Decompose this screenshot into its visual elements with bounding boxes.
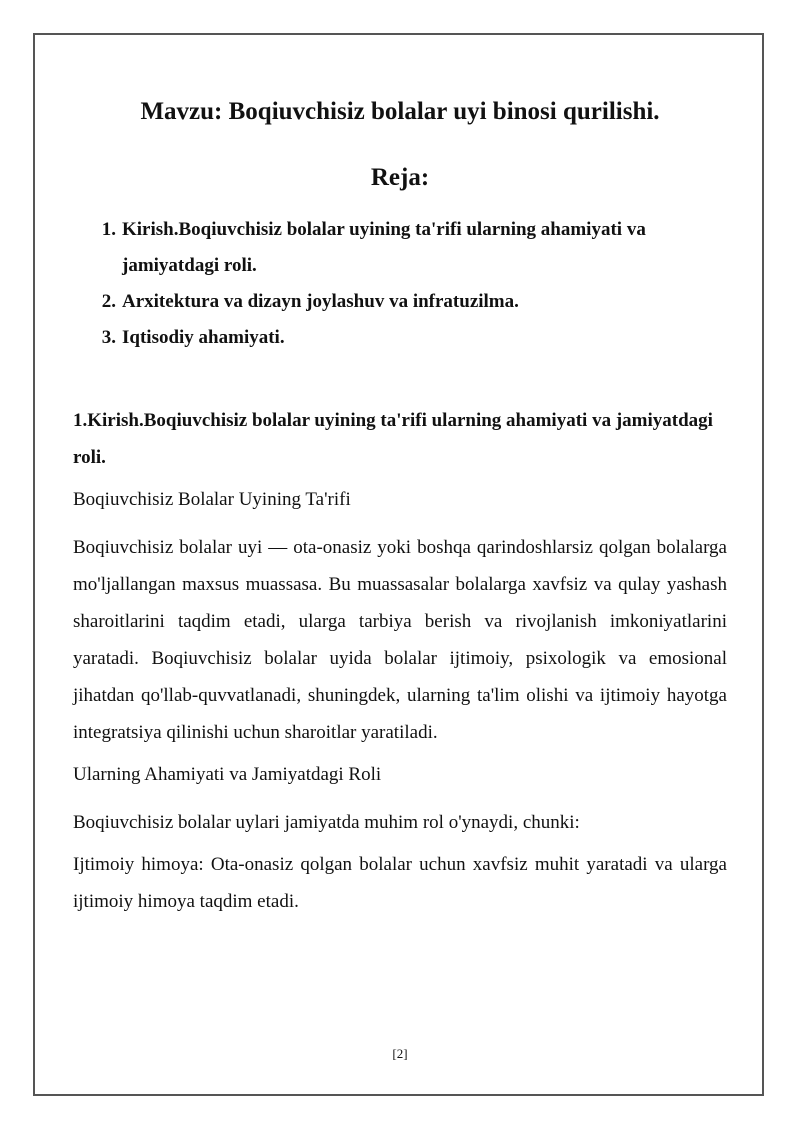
plan-list [73, 212, 727, 356]
plan-item-number: 2. [101, 291, 116, 312]
plan-item-text: Kirish.Boqiuvchisiz bolalar uyining ta'rifi ularning ahamiyati va jamiyatdagi roli. [122, 219, 646, 276]
plan-item [73, 284, 727, 320]
paragraph-definition: Boqiuvchisiz bolalar uyi — ota-onasiz yoki boshqa qarindoshlarsiz qolgan bolalarga mo'ljallangan maxsus muassasa. Bu muassasalar bolalarga xavfsiz va qulay yashash sharoitlarini taqdim etadi, ularga tarbiya berish va rivojlanish imkoniyatlarini yaratadi. Boqiuvchisiz bolalar uyida bolalar ijtimoiy, psixologik va emosional jihatdan qo'llab-quvvatlanadi, shuningdek, ularning ta'lim olishi va ijtimoiy hayotga integratsiya qilinishi uchun sharoitlar yaratiladi. [73, 537, 727, 743]
document-title: Mavzu: Boqiuvchisiz bolalar uyi binosi qurilishi. [140, 98, 660, 125]
plan-item-text: Iqtisodiy ahamiyati. [122, 327, 285, 348]
plan-heading: Reja: [370, 164, 430, 191]
plan-item-number: 3. [101, 327, 116, 348]
subheading-importance: Ularning Ahamiyati va Jamiyatdagi Roli [73, 764, 382, 785]
page-number: [2] [392, 1046, 408, 1061]
paragraph-importance-intro: Boqiuvchisiz bolalar uylari jamiyatda muhim rol o'ynaydi, chunki: [73, 812, 580, 833]
document-body [73, 92, 727, 920]
plan-item-text: Arxitektura va dizayn joylashuv va infratuzilma. [122, 291, 519, 312]
paragraph-social-protection: Ijtimoiy himoya: Ota-onasiz qolgan bolalar uchun xavfsiz muhit yaratadi va ularga ijtimoiy himoya taqdim etadi. [73, 854, 727, 912]
plan-item [73, 212, 727, 284]
subheading-definition: Boqiuvchisiz Bolalar Uyining Ta'rifi [73, 489, 351, 510]
plan-item [73, 320, 727, 356]
plan-item-number: 1. [101, 219, 116, 240]
section-heading: 1.Kirish.Boqiuvchisiz bolalar uyining ta'rifi ularning ahamiyati va jamiyatdagi roli. [73, 410, 713, 468]
